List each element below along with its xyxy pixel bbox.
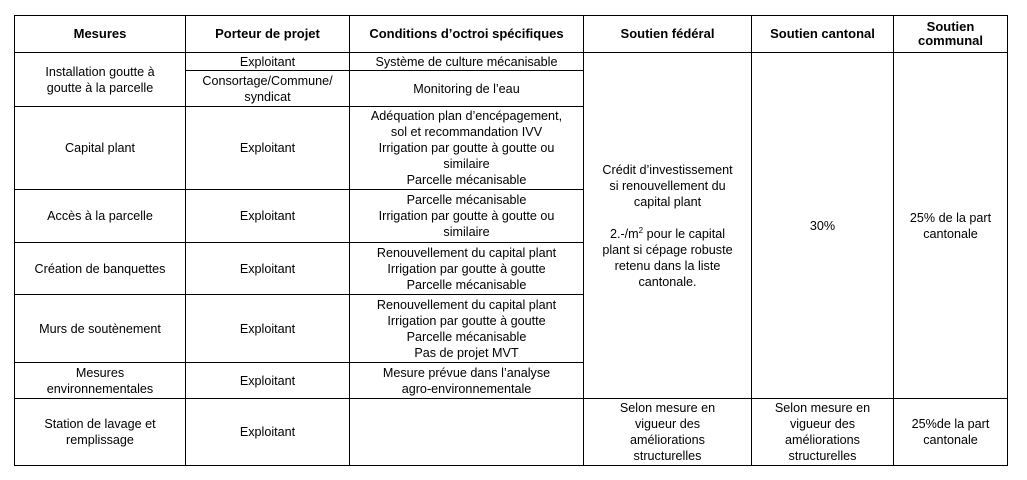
cell-line: Parcelle mécanisable: [406, 277, 527, 292]
cell-line: Selon mesure en: [619, 401, 716, 415]
cell-porteur-installation-exploitant: Exploitant: [186, 53, 350, 71]
cell-line: 25% de la part: [909, 210, 992, 225]
cell-line: Parcelle mécanisable: [406, 329, 527, 344]
cell-line: retenu dans la liste: [614, 258, 721, 273]
cell-line: cantonale: [923, 226, 978, 241]
support-measures-table: [14, 15, 1008, 466]
cell-line: vigueur des: [634, 417, 701, 431]
cell-soutien-cantonal-station: [752, 399, 894, 466]
cell-line: cantonale.: [638, 274, 697, 289]
table-row: [15, 399, 1008, 466]
cell-soutien-cantonal-merged: 30%: [752, 53, 894, 399]
cell-soutien-communal-station: [894, 399, 1008, 466]
cell-line: syndicat: [244, 89, 291, 104]
cell-line: Station de lavage et: [44, 417, 156, 431]
cell-line: environnementales: [46, 381, 154, 396]
cell-line: Pas de projet MVT: [414, 345, 519, 360]
cell-line: Irrigation par goutte à goutte: [387, 261, 546, 276]
cell-line: plant si cépage robuste: [602, 242, 733, 257]
amount-text: 2.-/m: [609, 226, 639, 241]
header-conditions: Conditions d’octroi spécifiques: [350, 16, 584, 53]
cell-line: Renouvellement du capital plant: [376, 297, 557, 312]
cell-line: agro-environnementale: [401, 381, 532, 396]
cell-porteur-capital-plant: Exploitant: [186, 107, 350, 190]
cell-line: cantonale: [923, 433, 978, 447]
cell-conditions-station-empty: [350, 399, 584, 466]
cell-mesure-acces: Accès à la parcelle: [15, 190, 186, 243]
header-soutien-cantonal: Soutien cantonal: [752, 16, 894, 53]
cell-line: si renouvellement du: [609, 178, 726, 193]
cell-conditions-murs: [350, 295, 584, 363]
cell-line: vigueur des: [789, 417, 856, 431]
cell-line: Irrigation par goutte à goutte: [387, 313, 546, 328]
cell-conditions-environnementales: [350, 363, 584, 399]
cell-mesure-capital-plant: Capital plant: [15, 107, 186, 190]
cell-line: 25%de la part: [911, 417, 990, 431]
cell-line: similaire: [443, 157, 490, 171]
cell-porteur-installation-consortage: [186, 71, 350, 107]
header-communal-line: communal: [917, 33, 983, 48]
cell-line: similaire: [443, 225, 490, 239]
superscript-exponent: 2: [638, 225, 644, 235]
cell-line: Selon mesure en: [774, 401, 871, 415]
cell-soutien-federal-station: [584, 399, 752, 466]
cell-line: Mesures: [75, 365, 125, 380]
cell-line: Renouvellement du capital plant: [376, 245, 557, 260]
amount-suffix-text: pour le capital: [643, 226, 726, 241]
cell-line: Parcelle mécanisable: [406, 173, 527, 187]
cell-conditions-capital-plant: [350, 107, 584, 190]
header-row: [15, 16, 1008, 53]
cell-soutien-federal-merged: [584, 53, 752, 399]
cell-blank-line: [587, 210, 748, 226]
cell-line: améliorations: [630, 433, 705, 447]
cell-mesure-banquettes: Création de banquettes: [15, 243, 186, 295]
cell-mesure-murs: Murs de soutènement: [15, 295, 186, 363]
cell-porteur-murs: Exploitant: [186, 295, 350, 363]
header-porteur: Porteur de projet: [186, 16, 350, 53]
header-communal-line: Soutien: [926, 19, 975, 34]
cell-line: Adéquation plan d’encépagement,: [370, 109, 563, 123]
cell-line: améliorations: [785, 433, 860, 447]
table-row: [15, 53, 1008, 71]
cell-porteur-environnementales: Exploitant: [186, 363, 350, 399]
cell-conditions-acces: [350, 190, 584, 243]
cell-line: goutte à la parcelle: [46, 80, 154, 95]
cell-line: structurelles: [788, 449, 857, 463]
header-soutien-federal: Soutien fédéral: [584, 16, 752, 53]
cell-porteur-acces: Exploitant: [186, 190, 350, 243]
cell-line: Irrigation par goutte à goutte ou: [378, 209, 555, 223]
cell-line: Parcelle mécanisable: [406, 193, 527, 207]
cell-porteur-banquettes: Exploitant: [186, 243, 350, 295]
cell-line: Irrigation par goutte à goutte ou: [378, 141, 555, 155]
cell-line: Consortage/Commune/: [202, 73, 333, 88]
cell-line: sol et recommandation IVV: [390, 125, 543, 139]
header-mesures: Mesures: [15, 16, 186, 53]
cell-line: Installation goutte à: [45, 64, 155, 79]
cell-conditions-installation-a: Système de culture mécanisable: [350, 53, 584, 71]
cell-conditions-installation-b: Monitoring de l’eau: [350, 71, 584, 107]
cell-mesure-installation: [15, 53, 186, 107]
cell-soutien-communal-merged: [894, 53, 1008, 399]
cell-conditions-banquettes: [350, 243, 584, 295]
cell-line: [587, 226, 748, 242]
cell-mesure-environnementales: [15, 363, 186, 399]
cell-mesure-station: [15, 399, 186, 466]
cell-line: capital plant: [633, 194, 702, 209]
cell-line: remplissage: [66, 433, 134, 447]
cell-porteur-station: Exploitant: [186, 399, 350, 466]
cell-line: Crédit d’investissement: [602, 162, 733, 177]
cell-line: structurelles: [633, 449, 702, 463]
header-soutien-communal: [894, 16, 1008, 53]
cell-line: Mesure prévue dans l’analyse: [382, 365, 551, 380]
